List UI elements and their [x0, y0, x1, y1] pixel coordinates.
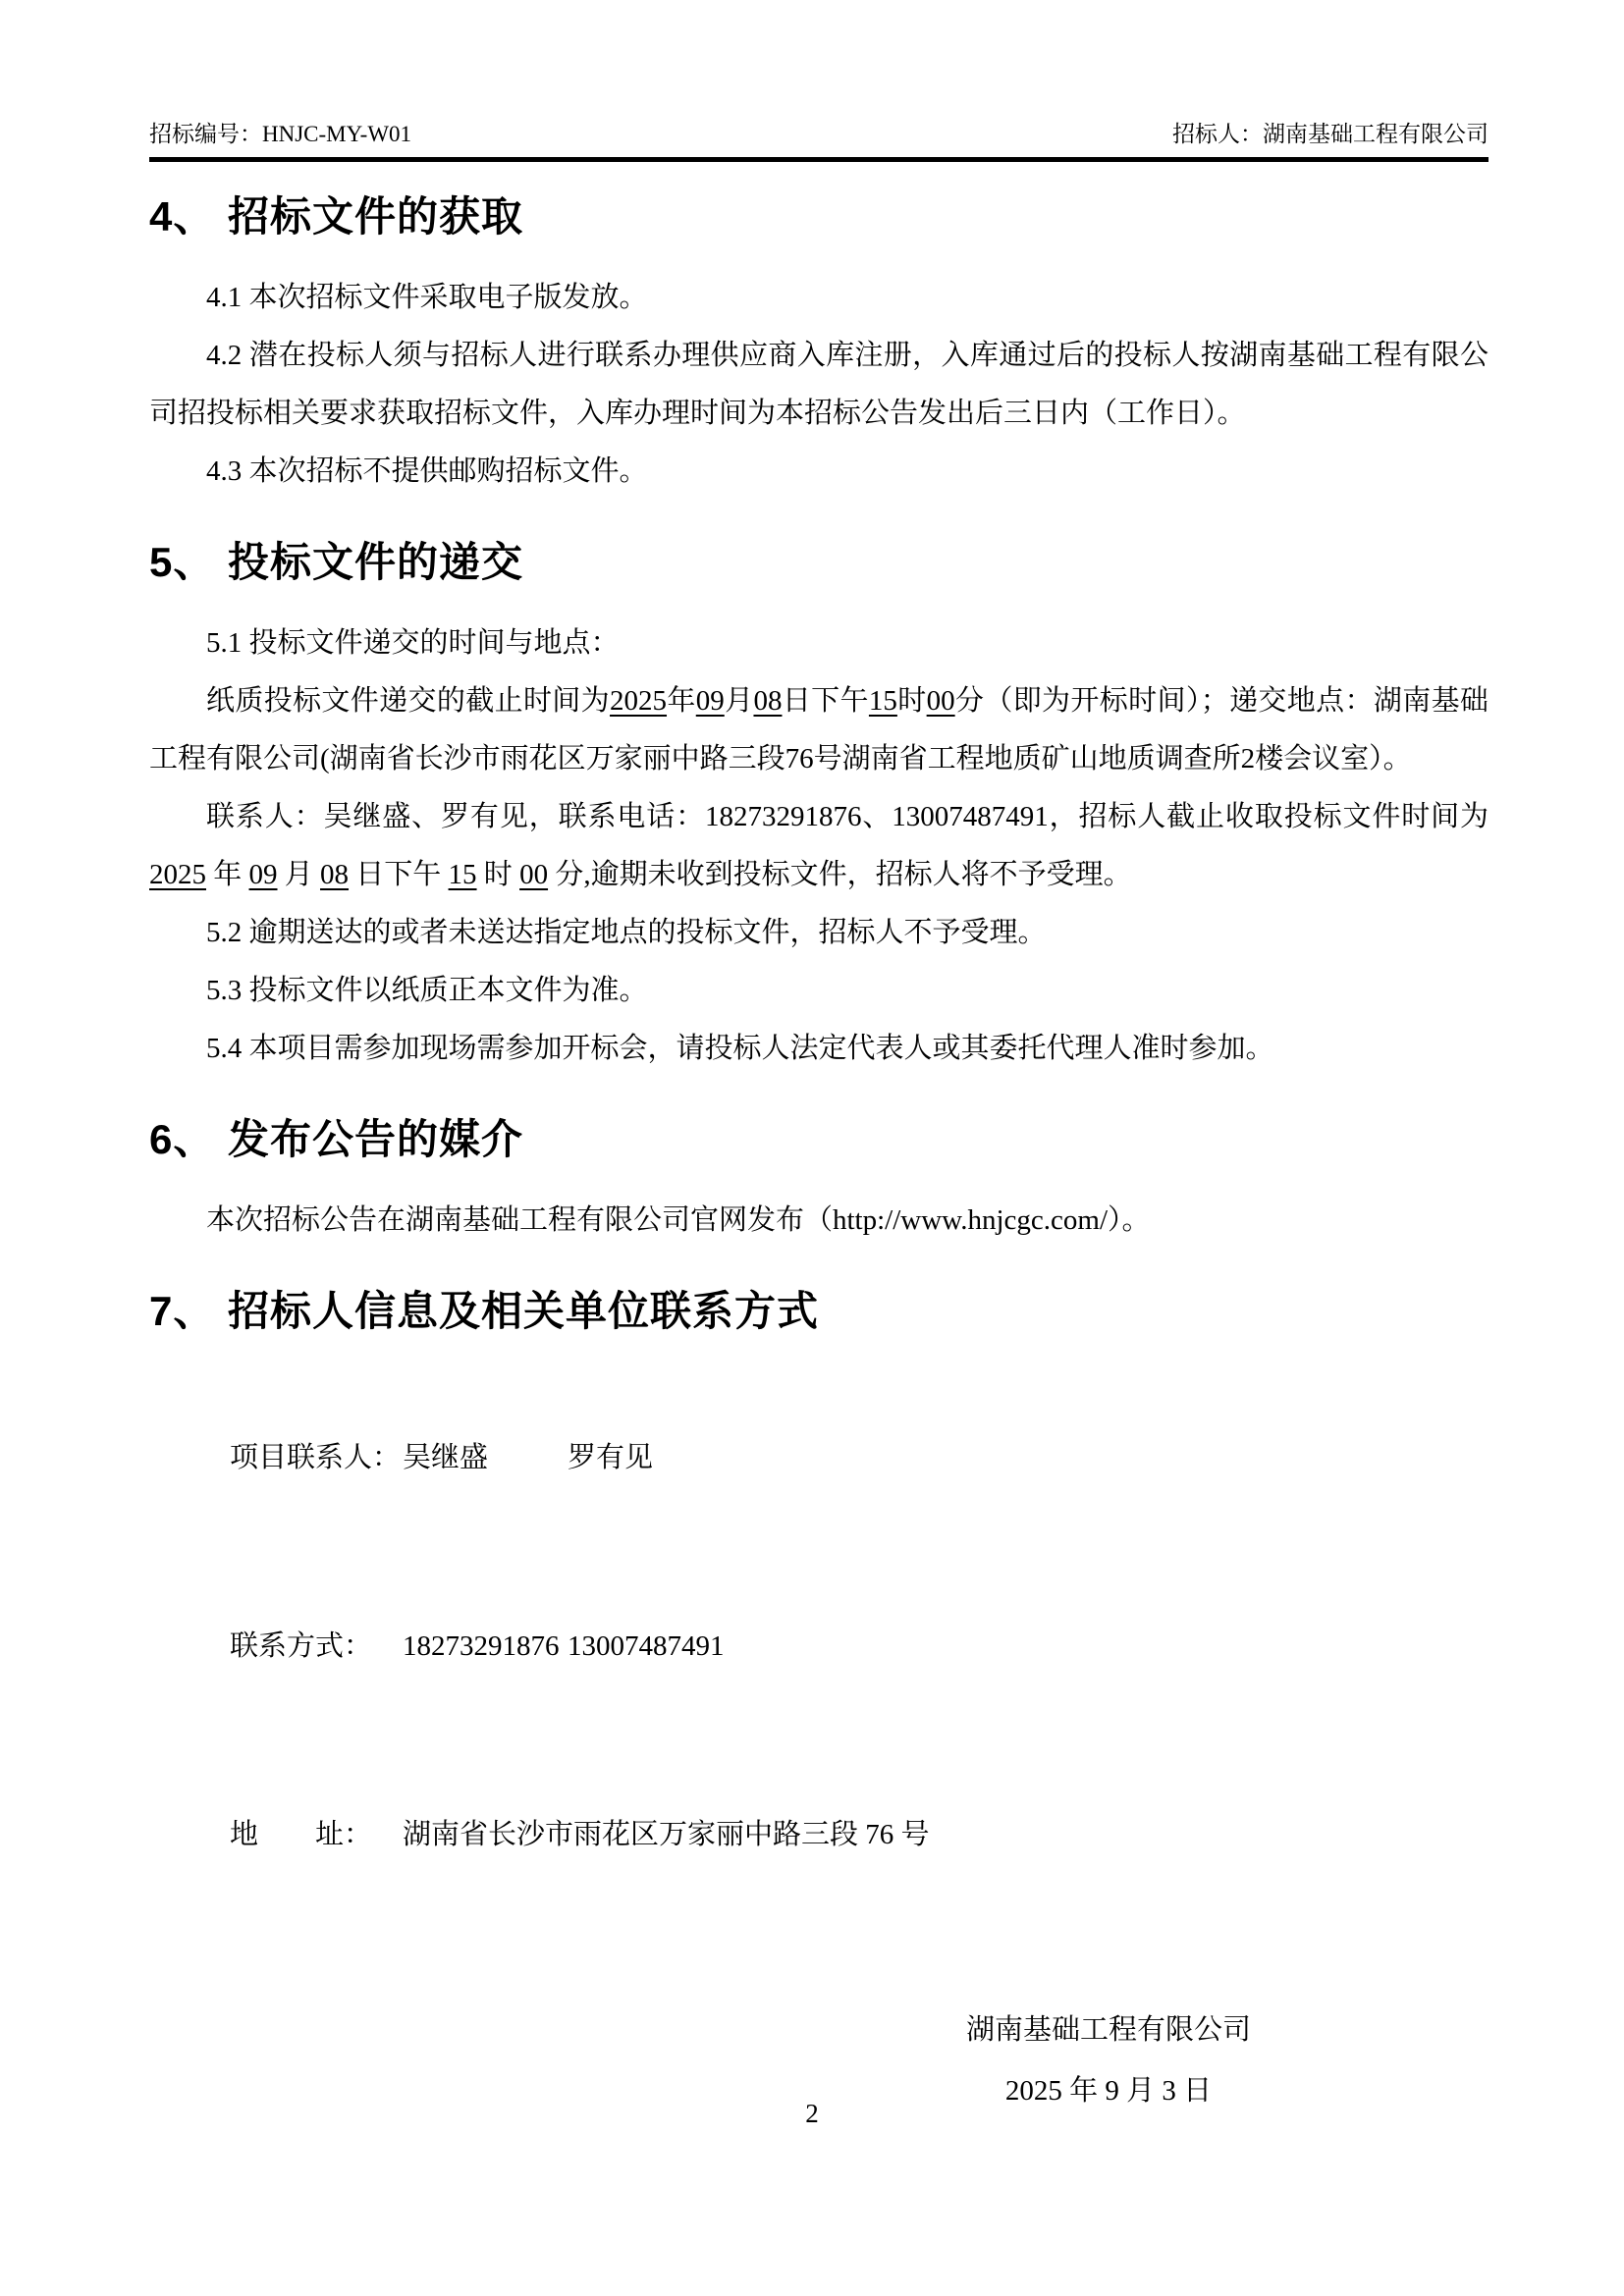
text-segment: 月 [724, 685, 754, 717]
section-6-title: 6、 发布公告的媒介 [149, 1116, 524, 1162]
paragraph-5-2: 5.2 逾期送达的或者未送达指定地点的投标文件，招标人不予受理。 [206, 917, 1047, 948]
text-segment: 纸质投标文件递交的截止时间为 [206, 685, 611, 717]
paragraph-4-2: 4.2 潜在投标人须与招标人进行联系办理供应商入库注册，入库通过后的投标人按湖南基础工程有限公司招投标相关要求获取招标文件，入库办理时间为本招标公告发出后三日内（工作日）。 [149, 340, 1489, 429]
contact-row-persons [173, 1363, 1489, 1552]
section-4-title: 4、 招标文件的获取 [149, 193, 524, 240]
section-7-title: 7、 招标人信息及相关单位联系方式 [149, 1288, 820, 1334]
text-segment: 时 [896, 685, 927, 717]
text-segment: 联系人：吴继盛、罗有见，联系电话：18273291876、13007487491，招标人截止收取投标文件时间为 [206, 801, 1489, 832]
signature-date: 2025 年 9 月 3 日 [1004, 2075, 1213, 2107]
section-5-title: 5、 投标文件的递交 [149, 539, 524, 585]
contact-value-1: 湖南省长沙市雨花区万家丽中路三段 76 号 [403, 1819, 930, 1850]
paragraph-5-1: 5.1 投标文件递交的时间与地点： [206, 627, 620, 659]
text-segment: 年 [667, 685, 696, 717]
contact-row-phones [173, 1552, 1489, 1740]
contact-value-1: 吴继盛 [403, 1442, 489, 1473]
text-segment: 2025 [610, 685, 668, 717]
text-segment: 2025 [149, 859, 206, 890]
paragraph-5-4: 5.4 本项目需参加现场需参加开标会，请投标人法定代表人或其委托代理人准时参加。 [206, 1033, 1274, 1064]
text-segment: 年 [206, 859, 249, 890]
text-segment: 08 [320, 859, 350, 890]
text-segment: 15 [868, 685, 897, 717]
text-segment: 分（即为开标时间）；递交地点：湖南基础工程有限公司(湖南省长沙市雨花区万家丽中路三段76号湖南省工程地质矿山地质调查所2楼会议室）。 [149, 685, 1489, 774]
contact-value-1: 18273291876 [403, 1630, 560, 1662]
text-segment: 时 [476, 859, 520, 890]
document-body [149, 169, 1489, 2121]
contact-value-2: 13007487491 [568, 1630, 725, 1662]
contact-rows [149, 1363, 1489, 1929]
contact-label: 联系方式： [230, 1630, 373, 1662]
text-segment: 00 [519, 859, 549, 890]
text-segment: 月 [277, 859, 321, 890]
contact-label: 项目联系人： [230, 1442, 402, 1473]
contact-row-address [173, 1740, 1489, 1929]
text-segment: 分,逾期未收到投标文件，招标人将不予受理。 [548, 859, 1132, 890]
header-tender-number: 招标编号：HNJC-MY-W01 [149, 122, 412, 146]
paragraph-6-1: 本次招标公告在湖南基础工程有限公司官网发布（http://www.hnjcgc.com/）。 [206, 1204, 1151, 1236]
signature-company: 湖南基础工程有限公司 [965, 2014, 1251, 2046]
text-segment: 日下午 [782, 685, 869, 717]
header-tenderer-name: 招标人：湖南基础工程有限公司 [1172, 122, 1489, 146]
contact-value-2: 罗有见 [568, 1442, 654, 1473]
contact-label: 地 址： [230, 1819, 373, 1850]
text-segment: 09 [248, 859, 278, 890]
page-header [149, 116, 1489, 162]
paragraph-4-3: 4.3 本次招标不提供邮购招标文件。 [206, 455, 648, 487]
text-segment: 00 [926, 685, 955, 717]
text-segment: 15 [448, 859, 477, 890]
page-number: 2 [805, 2099, 819, 2128]
text-segment: 09 [695, 685, 725, 717]
paragraph-5-3: 5.3 投标文件以纸质正本文件为准。 [206, 975, 648, 1006]
text-segment: 日下午 [349, 859, 449, 890]
paragraph-5-contacts [149, 788, 1489, 904]
paragraph-5-deadline [149, 672, 1489, 788]
paragraph-4-1: 4.1 本次招标文件采取电子版发放。 [206, 282, 648, 313]
text-segment: 08 [753, 685, 783, 717]
